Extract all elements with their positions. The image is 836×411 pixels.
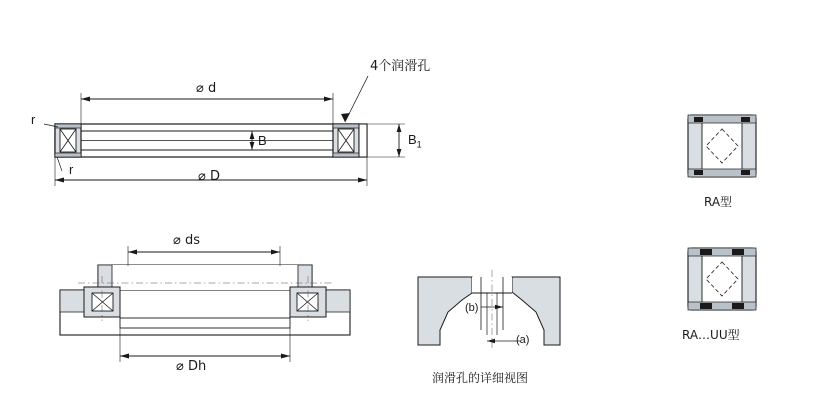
left-seal-top	[55, 124, 81, 128]
dim-B1-subscript: 1	[416, 139, 422, 150]
section-view-group	[60, 246, 350, 362]
rauu-band-top	[688, 248, 756, 256]
rauu-seal-tl	[700, 249, 712, 255]
dim-d-label: ⌀ d	[196, 81, 217, 96]
left-seal-bottom	[55, 153, 81, 157]
rauu-seal-br	[732, 303, 744, 309]
detail-view-caption: 润滑孔的详细视图	[432, 371, 529, 385]
variant-ra-uu-group	[688, 248, 756, 310]
ra-retainer-br	[741, 170, 750, 175]
ra-retainer-tl	[694, 117, 703, 122]
chamfer-leader-bottom	[57, 157, 62, 171]
section-left-column	[98, 265, 112, 290]
left-roller-assembly	[55, 124, 81, 157]
dim-d-arrow-right	[324, 97, 333, 102]
right-roller-assembly	[333, 124, 359, 157]
section-inner-plate	[120, 318, 290, 328]
top-view-group	[44, 76, 405, 186]
dim-d-arrow-left	[81, 97, 90, 102]
dim-ds-label: ⌀ ds	[173, 233, 200, 248]
dim-ds-arrow-left	[128, 250, 137, 255]
detail-label-a: (a)	[516, 334, 530, 346]
dim-B1-group	[367, 124, 405, 157]
dim-Dh-label: ⌀ Dh	[176, 359, 207, 374]
detail-left-body	[418, 277, 472, 345]
variant-ra-uu-label: RA…UU型	[682, 328, 740, 342]
lube-leader-arrow	[341, 113, 350, 122]
dim-Dh-arrow-left	[120, 354, 129, 359]
section-hub-fill	[98, 265, 312, 290]
dim-ds-group	[128, 246, 280, 266]
dim-Dh-arrow-right	[281, 354, 290, 359]
dim-b-arrow	[495, 305, 503, 309]
lube-hole-callout-leader	[341, 76, 368, 122]
ra-retainer-bl	[694, 170, 703, 175]
dim-B-label: B	[258, 133, 267, 148]
ra-retainer-tr	[741, 117, 750, 122]
right-seal-top	[333, 124, 359, 128]
lube-hole-callout-label: 4个润滑孔	[370, 59, 431, 74]
dim-B1-arrow-bottom	[397, 149, 402, 157]
dim-B1-label	[408, 133, 422, 150]
dim-D-arrow-left	[55, 178, 64, 183]
dim-d-group	[81, 93, 333, 124]
rauu-seal-tr	[732, 249, 744, 255]
dim-a-arrow	[487, 339, 495, 343]
chamfer-label-top: r	[31, 112, 36, 127]
right-end-strip	[359, 124, 367, 157]
dim-ds-arrow-right	[271, 250, 280, 255]
dim-B1-letter: B	[408, 132, 417, 147]
variant-ra-label: RA型	[704, 195, 733, 209]
dim-B1-arrow-top	[397, 124, 402, 132]
dim-D-arrow-right	[358, 178, 367, 183]
rauu-seal-bl	[700, 303, 712, 309]
variant-ra-group	[688, 115, 756, 177]
dim-D-label: ⌀ D	[198, 169, 220, 184]
rauu-band-bottom	[688, 302, 756, 310]
detail-view-group	[418, 270, 560, 348]
right-seal-bottom	[333, 153, 359, 157]
detail-label-b: (b)	[465, 302, 479, 314]
section-right-column	[298, 265, 312, 290]
chamfer-label-bottom: r	[69, 162, 74, 177]
